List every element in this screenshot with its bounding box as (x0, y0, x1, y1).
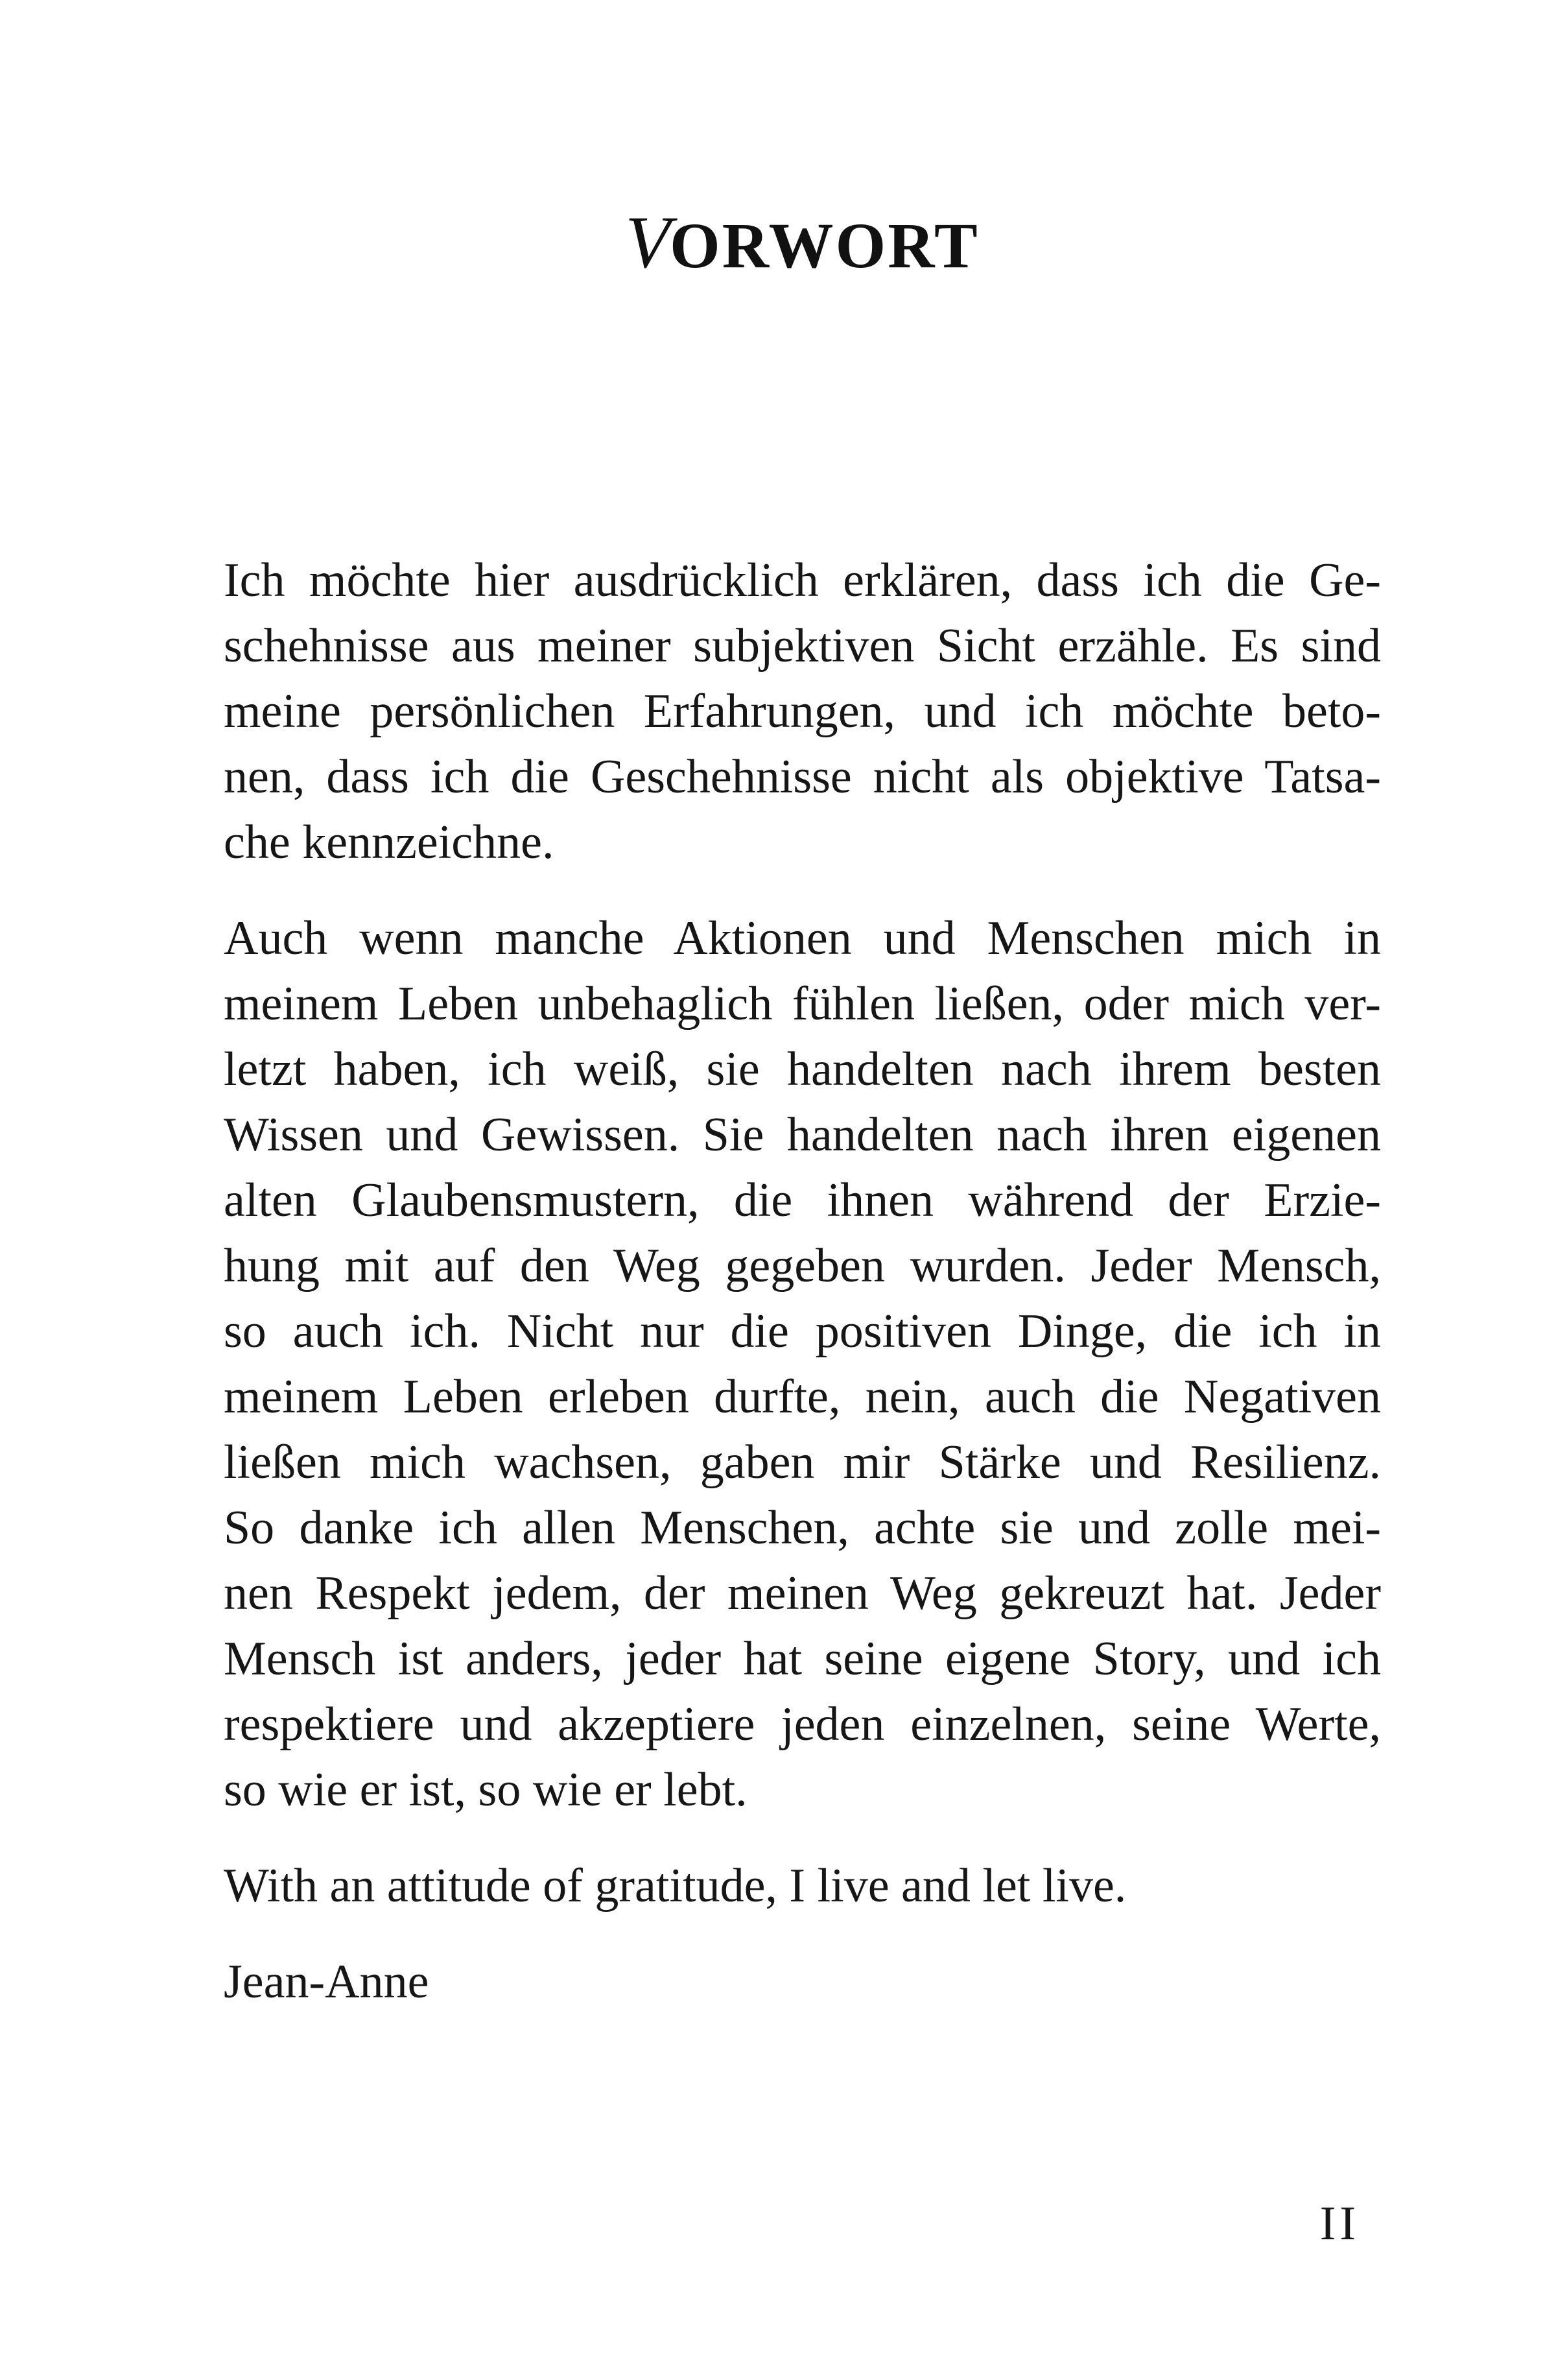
text-line: nen Respekt jedem, der meinen Weg gekreuzt hat. Jeder (224, 1567, 1381, 1620)
text-line: Mensch ist anders, jeder hat seine eigene Story, und ich (224, 1632, 1381, 1685)
text-line: hung mit auf den Weg gegeben wurden. Jeder Mensch, (224, 1239, 1381, 1292)
text-line: Wissen und Gewissen. Sie handelten nach ihren eigenen (224, 1108, 1381, 1161)
text-line: So danke ich allen Menschen, achte sie und zolle mei- (224, 1501, 1381, 1554)
title-initial-letter: V (625, 201, 672, 283)
text-line: che kennzeichne. (224, 816, 554, 869)
text-line: so wie er ist, so wie er lebt. (224, 1763, 748, 1816)
text-line: nen, dass ich die Geschehnisse nicht als objektive Tatsa- (224, 750, 1381, 803)
text-line: With an attitude of gratitude, I live and let live. (224, 1859, 1127, 1912)
text-line: alten Glaubensmustern, die ihnen während der Erzie- (224, 1174, 1381, 1227)
text-line: Auch wenn manche Aktionen und Menschen mich in (224, 912, 1381, 965)
text-line: Jean-Anne (224, 1955, 429, 2008)
text-line: meinem Leben unbehaglich fühlen ließen, oder mich ver- (224, 977, 1381, 1030)
text-line: ließen mich wachsen, gaben mir Stärke und Resilienz. (224, 1436, 1381, 1489)
paragraph (224, 1853, 1381, 1919)
paragraph (224, 906, 1381, 1823)
text-column (224, 0, 1381, 2380)
text-line: Ich möchte hier ausdrücklich erklären, dass ich die Ge- (224, 554, 1381, 607)
text-line: schehnisse aus meiner subjektiven Sicht erzähle. Es sind (224, 619, 1381, 672)
text-line: letzt haben, ich weiß, sie handelten nach ihrem besten (224, 1043, 1381, 1096)
paragraph (224, 548, 1381, 875)
text-line: respektiere und akzeptiere jeden einzelnen, seine Werte, (224, 1698, 1381, 1751)
page-number: II (1319, 2197, 1360, 2250)
text-line: meinem Leben erleben durfte, nein, auch die Negativen (224, 1370, 1381, 1423)
paragraph (224, 1949, 1381, 2015)
title-rest: ORWORT (669, 209, 980, 281)
body-paragraphs (224, 548, 1381, 2015)
text-line: so auch ich. Nicht nur die positiven Dinge, die ich in (224, 1305, 1381, 1358)
text-line: meine persönlichen Erfahrungen, und ich möchte beto- (224, 685, 1381, 738)
page-title (224, 198, 1381, 287)
